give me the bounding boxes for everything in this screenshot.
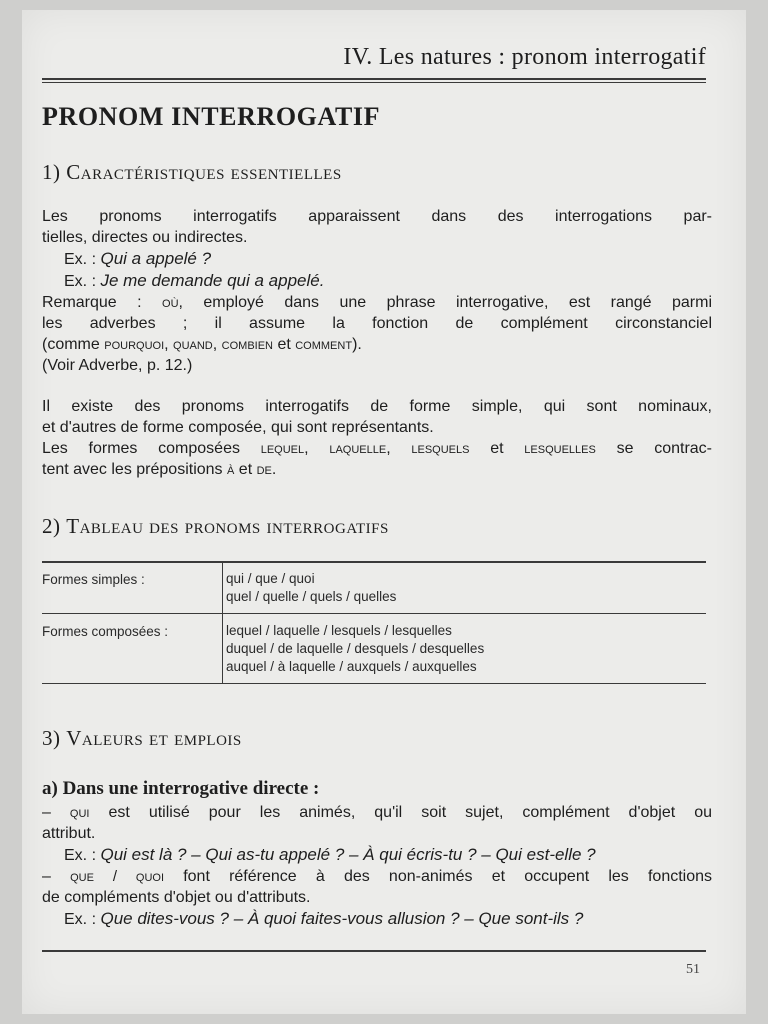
remark-label: Remarque : <box>42 294 163 311</box>
paragraph-line <box>42 866 712 887</box>
term: qui <box>69 804 90 821</box>
term: lequel <box>260 440 305 457</box>
term: que / quoi <box>70 868 165 885</box>
example-label: Ex. : <box>64 847 97 864</box>
term: de <box>256 461 272 478</box>
section-3-title: Valeurs et emplois <box>66 726 242 750</box>
term: laquelle <box>329 440 387 457</box>
remark-text: (comme <box>42 336 105 353</box>
form-list: lequel / laquelle / lesquels / lesquelles <box>226 623 452 638</box>
paragraph-line <box>42 802 712 823</box>
section-1-body <box>42 206 712 376</box>
section-2-heading <box>42 514 389 539</box>
header-rule-thin <box>42 82 706 83</box>
page-title: PRONOM INTERROGATIF <box>42 102 381 131</box>
section-2-title: Tableau des pronoms interrogatifs <box>66 514 389 538</box>
term: pourquoi <box>104 336 165 353</box>
term: lesquelles <box>524 440 596 457</box>
paragraph-line: de compléments d'objet ou d'attributs. <box>42 889 311 906</box>
example-line <box>42 270 712 292</box>
form-list: qui / que / quoi <box>226 571 315 586</box>
form-list: quel / quelle / quels / quelles <box>226 589 397 604</box>
table-row <box>42 614 706 684</box>
running-head: IV. Les natures : pronom interrogatif <box>343 44 706 70</box>
dash: – <box>42 868 71 885</box>
example-text: Qui a appelé ? <box>100 249 212 268</box>
paragraph-text: tent avec les prépositions <box>42 461 227 478</box>
paragraph-line: Les formes composées lequel, laquelle, lesquels et lesquelles se contrac- <box>42 440 713 457</box>
section-1-body-2 <box>42 396 712 480</box>
form-list: duquel / de laquelle / desquels / desquelles <box>226 641 485 656</box>
example-text: Que dites-vous ? – À quoi faites-vous allusion ? – Que sont-ils ? <box>100 909 584 928</box>
conjunction: et <box>469 440 525 457</box>
paragraph-line: et d'autres de forme composée, qui sont représentants. <box>42 419 434 436</box>
term: où <box>162 294 179 311</box>
example-text: Qui est là ? – Qui as-tu appelé ? – À qui écris-tu ? – Qui est-elle ? <box>100 845 596 864</box>
page-number: 51 <box>686 962 700 977</box>
section-1-number: 1) <box>42 160 61 184</box>
footer-rule <box>42 950 706 952</box>
subsection-heading: a) Dans une interrogative directe : <box>42 778 320 799</box>
term: quand <box>173 336 213 353</box>
paragraph-line: attribut. <box>42 825 96 842</box>
conjunction: et <box>234 461 257 478</box>
term: lesquels <box>411 440 470 457</box>
term: à <box>227 461 235 478</box>
section-3-body <box>42 802 712 930</box>
remark-text: ). <box>352 336 362 353</box>
remark-text: , employé dans une phrase interrogative, est rangé parmi <box>178 294 713 311</box>
section-3-heading <box>42 726 242 751</box>
example-text: Je me demande qui a appelé. <box>100 271 325 290</box>
table-row <box>42 562 706 614</box>
dash: – <box>42 804 70 821</box>
header-rule <box>42 78 706 80</box>
paragraph-text: font référence à des non-animés et occupent les fonctions <box>164 868 713 885</box>
paragraph-line <box>42 459 712 480</box>
example-line <box>42 248 712 270</box>
table-row-label: Formes simples : <box>42 572 145 587</box>
conjunction: et <box>273 336 296 353</box>
paragraph-text: se contrac- <box>595 440 713 457</box>
term: combien <box>221 336 273 353</box>
example-label: Ex. : <box>64 251 97 268</box>
section-3-number: 3) <box>42 726 61 750</box>
paragraph-line: Il existe des pronoms interrogatifs de forme simple, qui sont nominaux, <box>42 398 712 415</box>
term: comment <box>295 336 353 353</box>
example-line <box>42 844 712 866</box>
remark-line: les adverbes ; il assume la fonction de complément circonstanciel <box>42 315 712 332</box>
table-row-forms <box>222 614 706 683</box>
form-list: auquel / à laquelle / auxquels / auxquelles <box>226 659 477 674</box>
paragraph-text: Les formes composées <box>42 440 261 457</box>
example-label: Ex. : <box>64 273 97 290</box>
remark-line <box>42 292 712 313</box>
example-label: Ex. : <box>64 911 97 928</box>
table-row-forms <box>222 562 706 613</box>
paragraph-text: est utilisé pour les animés, qu'il soit sujet, complément d'objet ou <box>89 804 712 821</box>
example-line <box>42 908 712 930</box>
pronoun-table <box>42 562 706 684</box>
table-row-label: Formes composées : <box>42 624 169 639</box>
section-2-number: 2) <box>42 514 61 538</box>
remark-line: (comme pourquoi, quand, combien et comment). <box>42 336 362 353</box>
section-1-title: Caractéristiques essentielles <box>66 160 342 184</box>
paragraph-line: Les pronoms interrogatifs apparaissent dans des interrogations par- <box>42 208 712 225</box>
cross-reference: (Voir Adverbe, p. 12.) <box>42 357 193 374</box>
book-page <box>22 10 746 1014</box>
paragraph-line: tielles, directes ou indirectes. <box>42 229 248 246</box>
section-1-heading <box>42 160 342 185</box>
paragraph-text: . <box>271 461 277 478</box>
